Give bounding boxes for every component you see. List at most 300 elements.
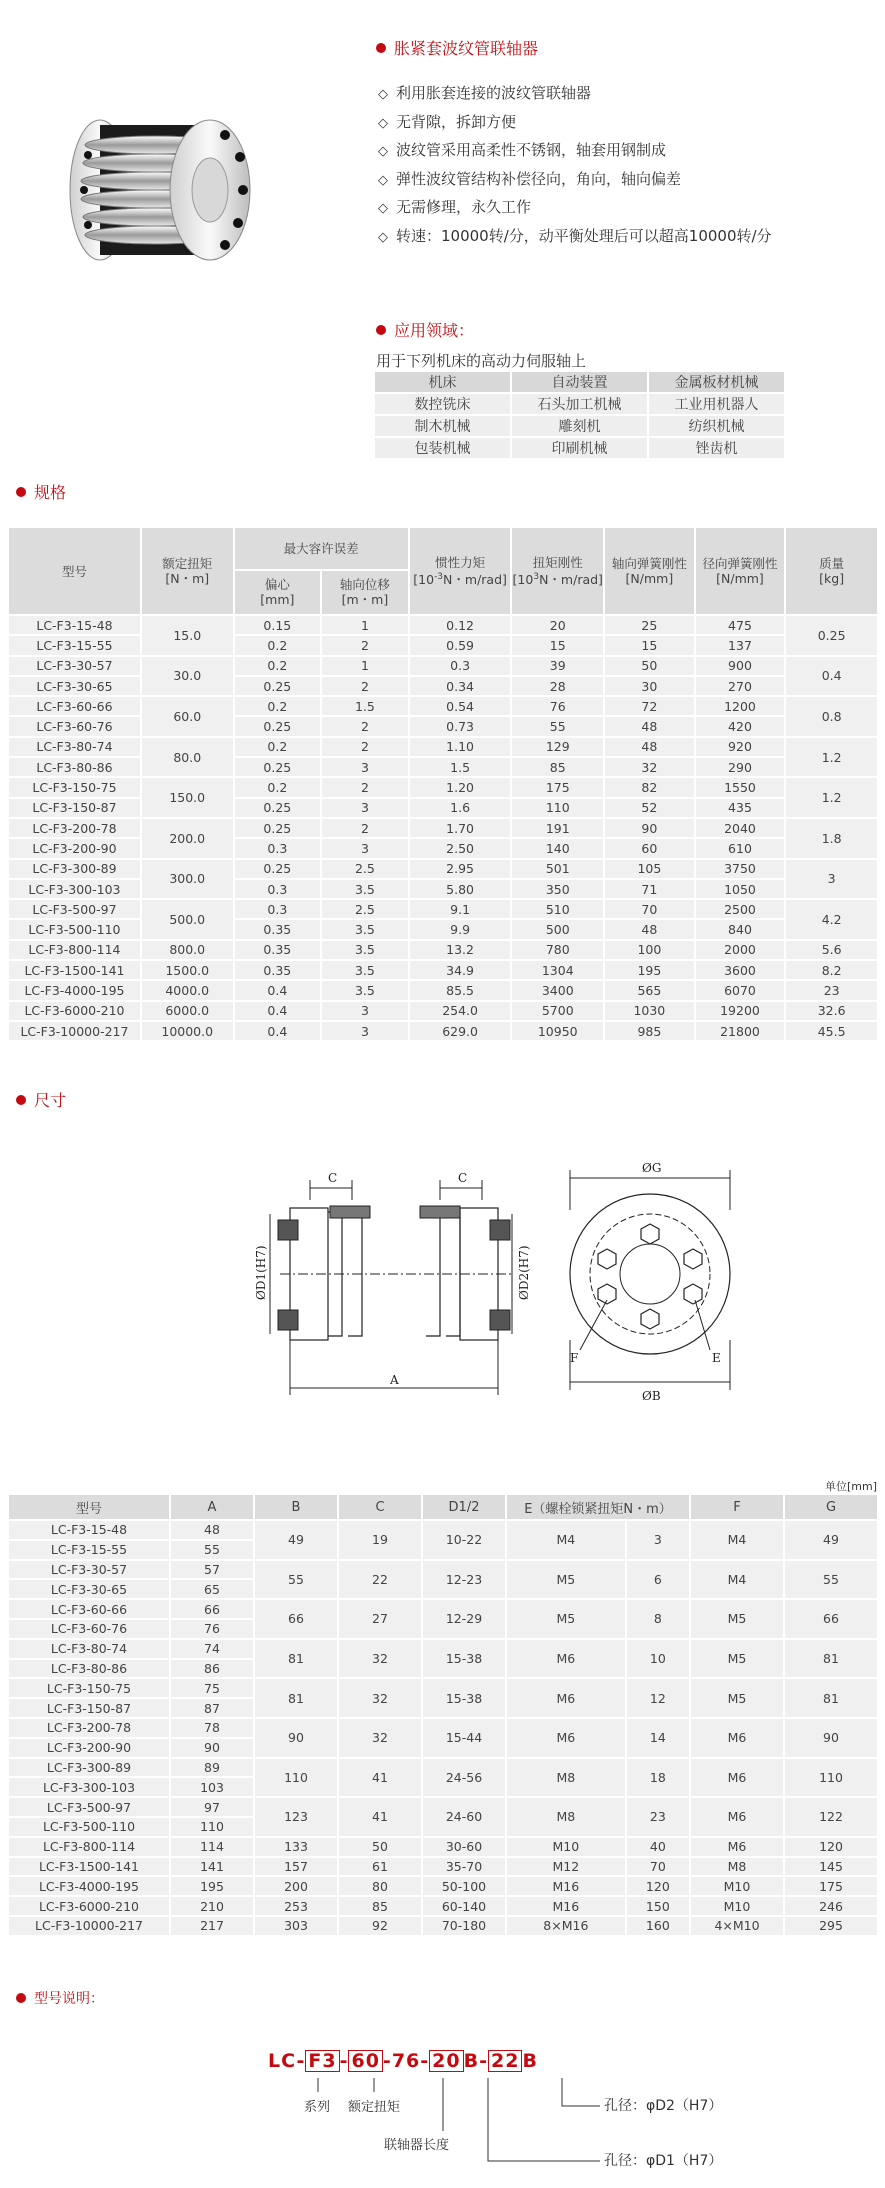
spec-cell: 254.0 (410, 1002, 511, 1020)
dimension-model-cell: LC-F3-15-48 (9, 1521, 169, 1539)
spec-cell: 500.0 (142, 900, 233, 939)
dimension-model-cell: LC-F3-10000-217 (9, 1917, 169, 1935)
dimension-cell: 157 (255, 1858, 337, 1876)
spec-cell: 2500 (696, 900, 785, 918)
spec-cell: 3 (322, 758, 408, 776)
spec-row (9, 920, 877, 938)
dimension-cell: M5 (507, 1600, 625, 1638)
dimension-cell: 70-180 (423, 1917, 505, 1935)
spec-cell: 1.2 (786, 738, 877, 777)
spec-cell: 3400 (512, 981, 603, 999)
spec-cell: 2.5 (322, 860, 408, 878)
dimension-cell: 50 (339, 1838, 421, 1856)
spec-cell: 3.5 (322, 880, 408, 898)
feature-item: ◇ 转速：10000转/分，动平衡处理后可以超高10000转/分 (378, 223, 772, 252)
spec-cell: 1.10 (410, 738, 511, 756)
spec-cell: 0.2 (235, 778, 321, 796)
product-title: 胀紧套波纹管联轴器 (376, 36, 538, 59)
spec-cell: 5700 (512, 1002, 603, 1020)
dimension-cell: 70 (627, 1858, 689, 1876)
spec-cell: 270 (696, 677, 785, 695)
spec-cell: 0.12 (410, 616, 511, 634)
dimension-model-cell: LC-F3-200-78 (9, 1719, 169, 1737)
spec-row (9, 636, 877, 654)
spec-cell: 0.2 (235, 636, 321, 654)
dimension-cell: 66 (171, 1600, 253, 1618)
spec-model-cell: LC-F3-15-48 (9, 616, 140, 634)
code-torque: 60 (348, 2050, 382, 2072)
spec-cell: 85.5 (410, 981, 511, 999)
spec-cell: 0.34 (410, 677, 511, 695)
spec-cell: 25 (605, 616, 694, 634)
dimension-cell: 81 (255, 1640, 337, 1678)
spec-cell: 0.3 (235, 900, 321, 918)
spec-cell: 30.0 (142, 657, 233, 696)
dimension-cell: 55 (171, 1541, 253, 1559)
spec-cell: 0.35 (235, 920, 321, 938)
spec-cell: 0.35 (235, 941, 321, 959)
spec-cell: 0.2 (235, 738, 321, 756)
dimension-cell: 24-60 (423, 1798, 505, 1836)
spec-model-cell: LC-F3-150-75 (9, 778, 140, 796)
spec-cell: 3 (322, 799, 408, 817)
spec-cell: 2 (322, 819, 408, 837)
spec-cell: 30 (605, 677, 694, 695)
spec-cell: 5.80 (410, 880, 511, 898)
dimension-row (9, 1858, 877, 1876)
spec-model-cell: LC-F3-300-89 (9, 860, 140, 878)
dimension-cell: 66 (785, 1600, 877, 1638)
dimension-cell: 61 (339, 1858, 421, 1876)
spec-cell: 350 (512, 880, 603, 898)
dimension-cell: M10 (507, 1838, 625, 1856)
spec-cell: 1.20 (410, 778, 511, 796)
spec-model-cell: LC-F3-500-110 (9, 920, 140, 938)
spec-cell: 629.0 (410, 1022, 511, 1040)
dimension-cell: 303 (255, 1917, 337, 1935)
spec-cell: 48 (605, 738, 694, 756)
spec-cell: 0.54 (410, 697, 511, 715)
dimension-cell: 35-70 (423, 1858, 505, 1876)
dim-label-f: F (570, 1351, 579, 1365)
applications-subtitle: 用于下列机床的高动力伺服轴上 (376, 352, 587, 370)
spec-cell: 110 (512, 799, 603, 817)
spec-cell: 48 (605, 717, 694, 735)
spec-cell: 0.73 (410, 717, 511, 735)
dimension-cell: M6 (691, 1838, 783, 1856)
spec-cell: 100 (605, 941, 694, 959)
dimension-cell: M16 (507, 1877, 625, 1895)
dimension-cell: 8×M16 (507, 1917, 625, 1935)
spec-title: 规格 (16, 480, 66, 503)
spec-cell: 80.0 (142, 738, 233, 777)
spec-model-cell: LC-F3-80-86 (9, 758, 140, 776)
spec-cell: 0.2 (235, 657, 321, 675)
dimension-cell: 120 (627, 1877, 689, 1895)
dimension-table-body (9, 1521, 877, 1935)
spec-cell: 140 (512, 839, 603, 857)
spec-model-cell: LC-F3-60-76 (9, 717, 140, 735)
dimension-cell: M5 (691, 1640, 783, 1678)
dimension-cell: 103 (171, 1778, 253, 1796)
dimension-cell: 76 (171, 1620, 253, 1638)
spec-cell: 6000.0 (142, 1002, 233, 1020)
spec-row (9, 961, 877, 979)
spec-cell: 985 (605, 1022, 694, 1040)
spec-row (9, 799, 877, 817)
dimension-cell: 18 (627, 1759, 689, 1797)
dimension-cell: 19 (339, 1521, 421, 1559)
dimension-cell: M6 (507, 1719, 625, 1757)
spec-row (9, 941, 877, 959)
dim-label-d1: ØD1(H7) (254, 1245, 268, 1300)
spec-cell: 55 (512, 717, 603, 735)
spec-model-cell: LC-F3-15-55 (9, 636, 140, 654)
spec-table-body (9, 616, 877, 1040)
dim-label-c2: C (458, 1171, 468, 1185)
applications-title: 应用领域： (376, 318, 474, 341)
dimension-model-cell: LC-F3-500-110 (9, 1818, 169, 1836)
dimension-model-cell: LC-F3-800-114 (9, 1838, 169, 1856)
dimension-cell: M10 (691, 1877, 783, 1895)
dimension-cell: 32 (339, 1679, 421, 1717)
spec-row (9, 1002, 877, 1020)
dimension-cell: 40 (627, 1838, 689, 1856)
dimension-cell: M6 (691, 1798, 783, 1836)
spec-cell: 90 (605, 819, 694, 837)
spec-cell: 1200 (696, 697, 785, 715)
spec-cell: 1.5 (410, 758, 511, 776)
feature-item: ◇ 无需修理，永久工作 (378, 194, 772, 223)
spec-cell: 1550 (696, 778, 785, 796)
spec-cell: 840 (696, 920, 785, 938)
dimension-cell: 195 (171, 1877, 253, 1895)
dimension-row (9, 1679, 877, 1697)
dimension-cell: 97 (171, 1798, 253, 1816)
dimension-cell: 175 (785, 1877, 877, 1895)
spec-cell: 565 (605, 981, 694, 999)
spec-cell: 0.25 (786, 616, 877, 655)
spec-row (9, 657, 877, 675)
spec-cell: 3.5 (322, 981, 408, 999)
spec-cell: 28 (512, 677, 603, 695)
dimension-cell: 41 (339, 1798, 421, 1836)
spec-model-cell: LC-F3-200-78 (9, 819, 140, 837)
spec-cell: 6070 (696, 981, 785, 999)
dimension-cell: 90 (255, 1719, 337, 1757)
dimension-cell: 8 (627, 1600, 689, 1638)
dimension-cell: 23 (627, 1798, 689, 1836)
spec-cell: 60 (605, 839, 694, 857)
spec-cell: 8.2 (786, 961, 877, 979)
dimension-cell: 85 (339, 1897, 421, 1915)
spec-cell: 2 (322, 738, 408, 756)
spec-model-cell: LC-F3-30-57 (9, 657, 140, 675)
product-image (60, 95, 320, 270)
dimension-cell: 87 (171, 1699, 253, 1717)
dimension-cell: 80 (339, 1877, 421, 1895)
spec-cell: 3 (322, 1022, 408, 1040)
dimension-cell: 120 (785, 1838, 877, 1856)
spec-cell: 900 (696, 657, 785, 675)
spec-cell: 72 (605, 697, 694, 715)
spec-cell: 2 (322, 778, 408, 796)
spec-row (9, 758, 877, 776)
dimension-cell: M8 (507, 1798, 625, 1836)
dimension-cell: M4 (691, 1561, 783, 1599)
dimension-row (9, 1521, 877, 1539)
dimension-cell: 123 (255, 1798, 337, 1836)
spec-model-cell: LC-F3-500-97 (9, 900, 140, 918)
dimension-model-cell: LC-F3-30-57 (9, 1561, 169, 1579)
dimension-cell: 48 (171, 1521, 253, 1539)
spec-row (9, 860, 877, 878)
spec-cell: 1030 (605, 1002, 694, 1020)
dim-label-b: ØB (642, 1389, 661, 1403)
spec-cell: 1500.0 (142, 961, 233, 979)
spec-cell: 0.3 (410, 657, 511, 675)
code-bore1: 20 (429, 2050, 463, 2072)
dimension-cell: 14 (627, 1719, 689, 1757)
spec-cell: 1 (322, 616, 408, 634)
spec-cell: 71 (605, 880, 694, 898)
dimension-model-cell: LC-F3-4000-195 (9, 1877, 169, 1895)
dimension-cell: 145 (785, 1858, 877, 1876)
dimension-cell: M8 (507, 1759, 625, 1797)
dimension-cell: 15-38 (423, 1640, 505, 1678)
dimension-cell: 12-29 (423, 1600, 505, 1638)
spec-cell: 4000.0 (142, 981, 233, 999)
dimension-drawing (250, 1150, 790, 1460)
spec-cell: 150.0 (142, 778, 233, 817)
spec-row (9, 1022, 877, 1040)
feature-item: ◇ 波纹管采用高柔性不锈钢，轴套用钢制成 (378, 137, 772, 166)
dimension-cell: 86 (171, 1660, 253, 1678)
spec-cell: 19200 (696, 1002, 785, 1020)
spec-cell: 15 (512, 636, 603, 654)
dimension-cell: 49 (255, 1521, 337, 1559)
dimension-cell: 200 (255, 1877, 337, 1895)
spec-cell: 0.3 (235, 839, 321, 857)
dimension-cell: 27 (339, 1600, 421, 1638)
spec-row (9, 839, 877, 857)
spec-cell: 129 (512, 738, 603, 756)
spec-cell: 1304 (512, 961, 603, 979)
dimension-cell: 6 (627, 1561, 689, 1599)
spec-cell: 501 (512, 860, 603, 878)
spec-model-cell: LC-F3-300-103 (9, 880, 140, 898)
spec-cell: 420 (696, 717, 785, 735)
dimension-cell: 114 (171, 1838, 253, 1856)
code-bore2: 22 (488, 2050, 522, 2072)
spec-cell: 200.0 (142, 819, 233, 858)
dimension-row (9, 1719, 877, 1737)
dimension-model-cell: LC-F3-15-55 (9, 1541, 169, 1559)
dimension-cell: M5 (691, 1679, 783, 1717)
dimension-row (9, 1640, 877, 1658)
spec-cell: 3.5 (322, 941, 408, 959)
dimension-cell: 81 (785, 1679, 877, 1717)
spec-cell: 82 (605, 778, 694, 796)
spec-cell: 2.50 (410, 839, 511, 857)
spec-cell: 4.2 (786, 900, 877, 939)
spec-cell: 3.5 (322, 961, 408, 979)
dimension-model-cell: LC-F3-6000-210 (9, 1897, 169, 1915)
spec-cell: 10000.0 (142, 1022, 233, 1040)
model-explanation-title: 型号说明： (16, 1988, 104, 2008)
spec-cell: 0.25 (235, 677, 321, 695)
spec-cell: 2 (322, 677, 408, 695)
feature-item: ◇ 利用胀套连接的波纹管联轴器 (378, 80, 772, 109)
spec-model-cell: LC-F3-60-66 (9, 697, 140, 715)
dimension-cell: 210 (171, 1897, 253, 1915)
dimension-cell: M12 (507, 1858, 625, 1876)
spec-cell: 85 (512, 758, 603, 776)
spec-row (9, 819, 877, 837)
dimension-cell: M4 (507, 1521, 625, 1559)
spec-cell: 3 (322, 1002, 408, 1020)
spec-cell: 32.6 (786, 1002, 877, 1020)
dimension-cell: 90 (171, 1739, 253, 1757)
spec-cell: 10950 (512, 1022, 603, 1040)
dimension-cell: M8 (691, 1858, 783, 1876)
dimension-cell: 15-38 (423, 1679, 505, 1717)
dimension-model-cell: LC-F3-80-86 (9, 1660, 169, 1678)
spec-cell: 50 (605, 657, 694, 675)
label-bore2: 孔径：φD2（H7） (604, 2098, 723, 2114)
spec-cell: 105 (605, 860, 694, 878)
spec-cell: 13.2 (410, 941, 511, 959)
dimension-row (9, 1917, 877, 1935)
spec-row (9, 697, 877, 715)
dimension-cell: M5 (691, 1600, 783, 1638)
spec-model-cell: LC-F3-4000-195 (9, 981, 140, 999)
dimension-cell: 49 (785, 1521, 877, 1559)
dimension-cell: 57 (171, 1561, 253, 1579)
spec-cell: 0.3 (235, 880, 321, 898)
dimension-model-cell: LC-F3-60-76 (9, 1620, 169, 1638)
spec-row (9, 880, 877, 898)
spec-cell: 3.5 (322, 920, 408, 938)
dimension-table: 型号 A B C D1/2 E（螺栓锁紧扭矩N・m） F G LC-F3-15-48 48 49 19 10-22 M4 3 M4 49 LC-F3-15-55 55 LC-F3-30-57 57 55 22 12-23 M5 6 M4 55 LC-F3-30-65 65 LC-F3-60-66 66 66 27 12-29 M5 8 M5 66 LC-F3-60-76 76 LC-F3-80-74 74 81 32 15-38 M6 10 M5 81 LC-F3-80-86 86 LC-F3-150-75 75 81 32 15-38 M6 12 M5 81 LC-F3-150-87 87 LC-F3-200-78 78 90 32 15-44 M6 14 M6 90 LC-F3-200-90 90 LC-F3-300-89 89 110 41 24-56 M8 18 M6 110 LC-F3-300-103 103 LC-F3-500-97 97 123 41 24-60 M8 23 M6 122 LC-F3-500-110 110 LC-F3-800-114 114 133 50 30-60 M10 40 M6 120 LC-F3-1500-141 141 157 61 35-70 M12 70 M8 145 LC-F3-4000-195 195 200 80 50-100 M16 120 M10 175 LC-F3-6000-210 210 253 85 60-140 M16 150 M10 246 LC-F3-10000-217 217 303 92 70-180 8×M16 160 4×M10 295 (7, 1493, 879, 1937)
spec-cell: 920 (696, 738, 785, 756)
dimension-cell: 55 (785, 1561, 877, 1599)
dimension-row (9, 1759, 877, 1777)
spec-cell: 2.95 (410, 860, 511, 878)
spec-cell: 45.5 (786, 1022, 877, 1040)
spec-cell: 0.15 (235, 616, 321, 634)
dimension-cell: 81 (255, 1679, 337, 1717)
dimension-cell: 50-100 (423, 1877, 505, 1895)
feature-item: ◇ 无背隙，拆卸方便 (378, 109, 772, 138)
spec-cell: 48 (605, 920, 694, 938)
spec-cell: 3600 (696, 961, 785, 979)
spec-cell: 500 (512, 920, 603, 938)
dimension-cell: M6 (691, 1719, 783, 1757)
dimension-cell: 295 (785, 1917, 877, 1935)
dimension-cell: 217 (171, 1917, 253, 1935)
dimension-cell: M4 (691, 1521, 783, 1559)
spec-cell: 0.8 (786, 697, 877, 736)
spec-cell: 9.1 (410, 900, 511, 918)
dim-label-d2: ØD2(H7) (517, 1245, 531, 1300)
spec-cell: 195 (605, 961, 694, 979)
spec-cell: 0.25 (235, 717, 321, 735)
spec-cell: 0.4 (235, 1022, 321, 1040)
spec-cell: 60.0 (142, 697, 233, 736)
dimension-cell: M10 (691, 1897, 783, 1915)
dimension-cell: 141 (171, 1858, 253, 1876)
spec-row (9, 900, 877, 918)
dimension-cell: 15-44 (423, 1719, 505, 1757)
spec-cell: 1.5 (322, 697, 408, 715)
spec-cell: 0.25 (235, 860, 321, 878)
dimension-cell: M6 (691, 1759, 783, 1797)
dimension-model-cell: LC-F3-60-66 (9, 1600, 169, 1618)
spec-cell: 0.35 (235, 961, 321, 979)
spec-cell: 0.25 (235, 799, 321, 817)
dimension-cell: 74 (171, 1640, 253, 1658)
spec-model-cell: LC-F3-30-65 (9, 677, 140, 695)
dimension-cell: 90 (785, 1719, 877, 1757)
spec-cell: 780 (512, 941, 603, 959)
dimension-cell: 75 (171, 1679, 253, 1697)
dimensions-title: 尺寸 (16, 1088, 66, 1111)
feature-item: ◇ 弹性波纹管结构补偿径向，角向，轴向偏差 (378, 166, 772, 195)
spec-cell: 0.2 (235, 697, 321, 715)
dimension-cell: 66 (255, 1600, 337, 1638)
spec-cell: 76 (512, 697, 603, 715)
dimension-model-cell: LC-F3-150-75 (9, 1679, 169, 1697)
spec-cell: 0.25 (235, 819, 321, 837)
spec-row (9, 738, 877, 756)
spec-cell: 70 (605, 900, 694, 918)
spec-model-cell: LC-F3-6000-210 (9, 1002, 140, 1020)
spec-cell: 3750 (696, 860, 785, 878)
spec-cell: 435 (696, 799, 785, 817)
dimension-cell: 246 (785, 1897, 877, 1915)
dimension-cell: 32 (339, 1640, 421, 1678)
spec-cell: 475 (696, 616, 785, 634)
spec-cell: 300.0 (142, 860, 233, 899)
spec-cell: 2 (322, 717, 408, 735)
dimension-cell: 3 (627, 1521, 689, 1559)
dimension-cell: 60-140 (423, 1897, 505, 1915)
spec-cell: 20 (512, 616, 603, 634)
dimension-cell: 10-22 (423, 1521, 505, 1559)
dimension-cell: 12-23 (423, 1561, 505, 1599)
dimension-cell: 110 (171, 1818, 253, 1836)
spec-cell: 290 (696, 758, 785, 776)
dim-label-a: A (390, 1373, 399, 1387)
dimension-model-cell: LC-F3-30-65 (9, 1580, 169, 1598)
spec-cell: 15.0 (142, 616, 233, 655)
spec-row (9, 616, 877, 634)
dimension-cell: 89 (171, 1759, 253, 1777)
spec-model-cell: LC-F3-1500-141 (9, 961, 140, 979)
spec-cell: 23 (786, 981, 877, 999)
dimension-row (9, 1600, 877, 1618)
spec-model-cell: LC-F3-80-74 (9, 738, 140, 756)
label-bore1: 孔径：φD1（H7） (604, 2153, 723, 2169)
spec-cell: 1.6 (410, 799, 511, 817)
spec-row (9, 717, 877, 735)
spec-cell: 2 (322, 636, 408, 654)
dimension-model-cell: LC-F3-80-74 (9, 1640, 169, 1658)
spec-cell: 2040 (696, 819, 785, 837)
spec-cell: 1 (322, 657, 408, 675)
dimension-cell: 22 (339, 1561, 421, 1599)
